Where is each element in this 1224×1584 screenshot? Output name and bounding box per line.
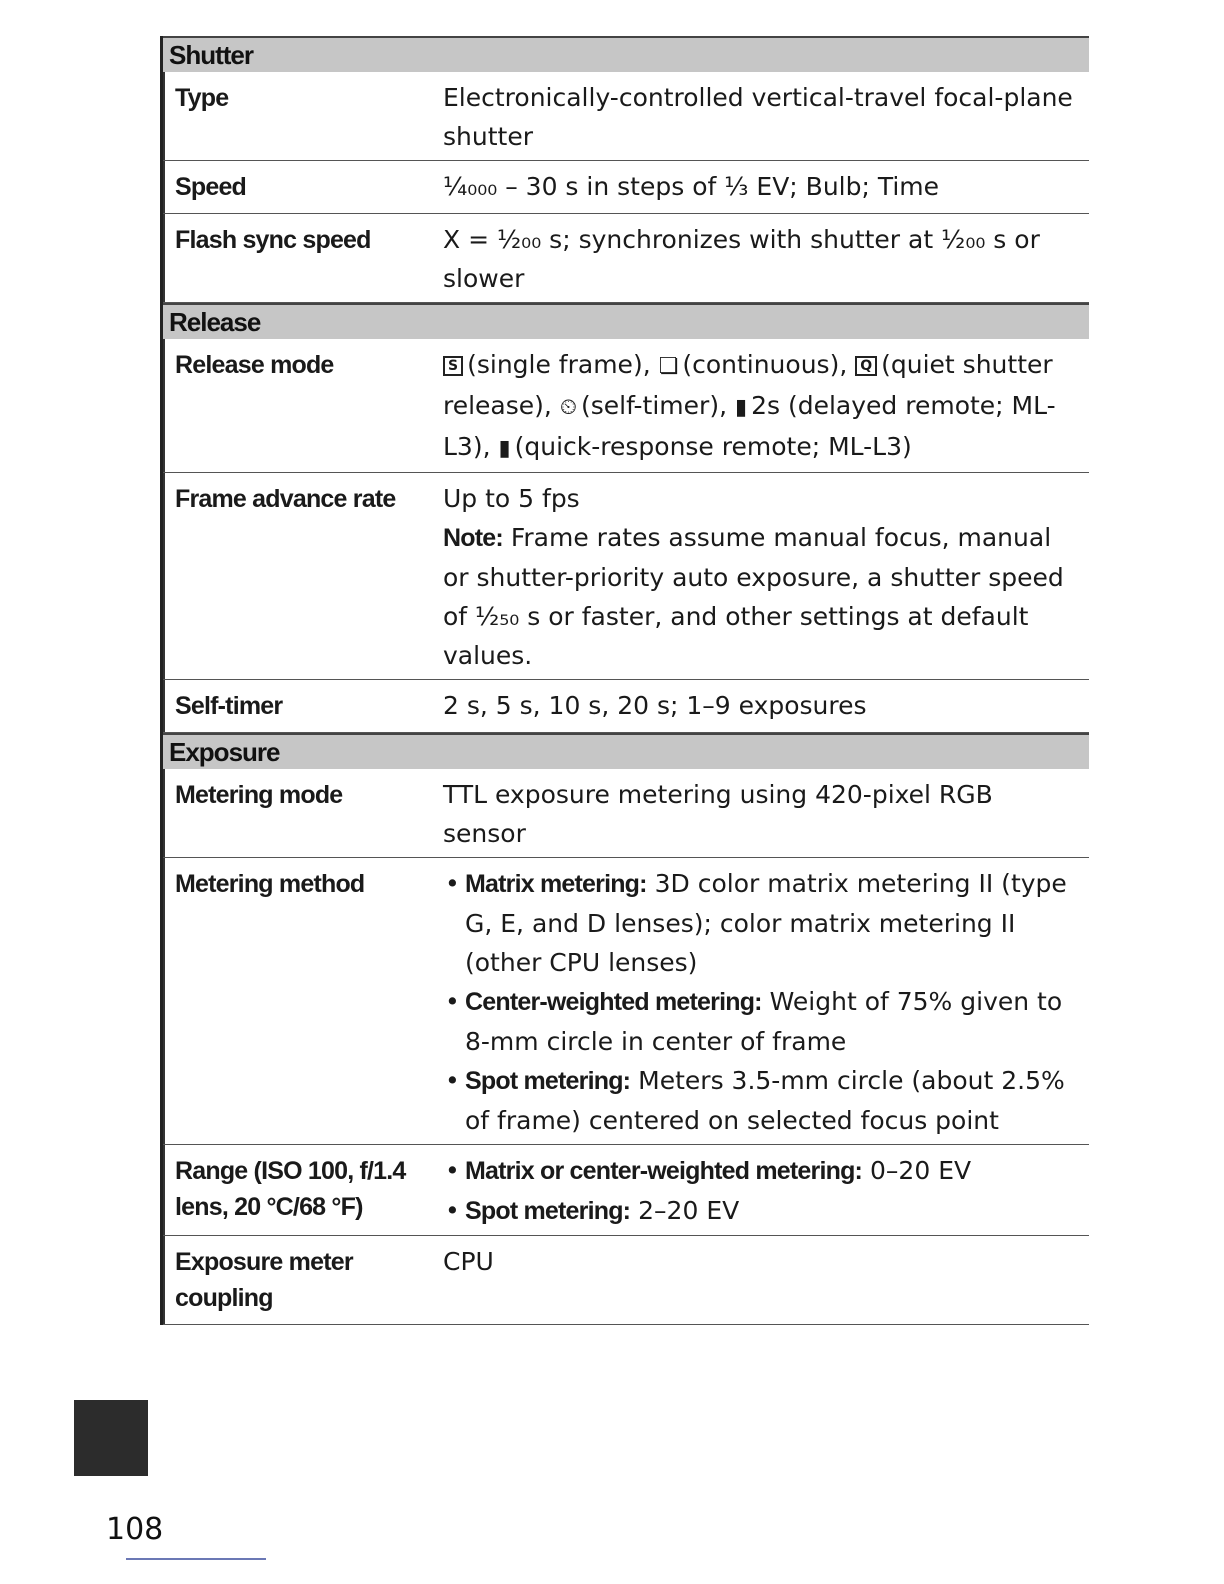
bullet-term: Spot metering: (465, 1067, 631, 1095)
text-fragment: (quiet shutter release), (443, 350, 1053, 420)
section-title: Release (169, 307, 261, 337)
row-value (443, 858, 1089, 1144)
note-text: Frame rates assume manual focus, manual or shutter-priority auto exposure, a shutter speed of ¹⁄₂₅₀ s or faster, and other settings at default values. (443, 523, 1064, 670)
row-label: Metering mode (163, 769, 443, 857)
continuous-icon: ❏ (658, 354, 679, 379)
section-header-release (163, 303, 1089, 339)
frame-rate: Up to 5 fps (443, 484, 580, 513)
row-value: CPU (443, 1247, 494, 1276)
table-row (163, 858, 1089, 1145)
single-frame-icon: S (443, 356, 463, 376)
text-fragment: (single frame), (467, 350, 651, 379)
row-label: Type (163, 72, 443, 160)
text-fragment: (self-timer), (581, 391, 728, 420)
row-value: X = ¹⁄₂₀₀ s; synchronizes with shutter at ¹⁄₂₀₀ s or slower (443, 225, 1040, 293)
row-label: Range (ISO 100, f/1.4 lens, 20 °C/68 °F) (163, 1145, 443, 1235)
row-value (443, 1145, 1089, 1235)
page-number: 108 (106, 1512, 164, 1547)
table-row (163, 473, 1089, 680)
spec-table (160, 36, 1089, 1325)
row-label: Release mode (163, 339, 443, 472)
list-item (443, 864, 1079, 982)
delayed-remote-icon: ▮ (734, 395, 748, 420)
row-value: TTL exposure metering using 420-pixel RGB sensor (443, 780, 993, 848)
list-item (443, 1151, 1079, 1191)
list-item (443, 1191, 1079, 1231)
table-row (163, 769, 1089, 858)
bullet-term: Matrix metering: (465, 870, 647, 898)
section-title: Exposure (169, 737, 280, 767)
bullet-text: 0–20 EV (870, 1156, 972, 1185)
row-label: Speed (163, 161, 443, 213)
bullet-term: Center-weighted metering: (465, 988, 762, 1016)
table-row (163, 339, 1089, 473)
bullet-term: Spot metering: (465, 1197, 631, 1225)
page-underline (126, 1558, 266, 1560)
section-header-exposure (163, 733, 1089, 769)
row-label: Exposure meter coupling (163, 1236, 443, 1324)
table-row (163, 1145, 1089, 1236)
row-label: Self-timer (163, 680, 443, 732)
release-mode-value (443, 339, 1089, 472)
quiet-release-icon: Q (855, 356, 877, 376)
row-value: Electronically-controlled vertical-travel focal-plane shutter (443, 83, 1073, 151)
text-fragment: (quick-response remote; ML-L3) (514, 432, 912, 461)
row-value: 2 s, 5 s, 10 s, 20 s; 1–9 exposures (443, 691, 867, 720)
table-row (163, 72, 1089, 161)
row-value (443, 473, 1089, 679)
quick-remote-icon: ▮ (498, 436, 511, 461)
section-title: Shutter (169, 40, 253, 70)
self-timer-icon: ⏲ (559, 395, 577, 420)
table-row (163, 1236, 1089, 1325)
list-item (443, 1061, 1079, 1140)
table-row (163, 161, 1089, 214)
row-label: Flash sync speed (163, 214, 443, 302)
table-row (163, 214, 1089, 303)
bullet-list (443, 1151, 1079, 1231)
bullet-text: Meters 3.5-mm circle (about 2.5% of frame) centered on selected focus point (465, 1066, 1065, 1135)
bullet-text: 3D color matrix metering II (type G, E, and D lenses); color matrix metering II (other CPU lenses) (465, 869, 1067, 977)
row-value: ¹⁄₄₀₀₀ – 30 s in steps of ¹⁄₃ EV; Bulb; Time (443, 172, 940, 201)
bullet-text: Weight of 75% given to 8-mm circle in center of frame (465, 987, 1063, 1056)
bullet-term: Matrix or center-weighted metering: (465, 1157, 863, 1185)
section-header-shutter (163, 36, 1089, 72)
text-fragment: (continuous), (682, 350, 848, 379)
list-item (443, 982, 1079, 1061)
row-label: Metering method (163, 858, 443, 1144)
bullet-text: 2–20 EV (638, 1196, 740, 1225)
note-label: Note: (443, 524, 503, 552)
text-fragment: 2s (delayed remote; ML-L3), (443, 391, 1056, 461)
table-row (163, 680, 1089, 733)
bullet-list (443, 864, 1079, 1140)
chapter-tab-marker (74, 1400, 148, 1476)
note (443, 518, 1079, 675)
row-label: Frame advance rate (163, 473, 443, 679)
